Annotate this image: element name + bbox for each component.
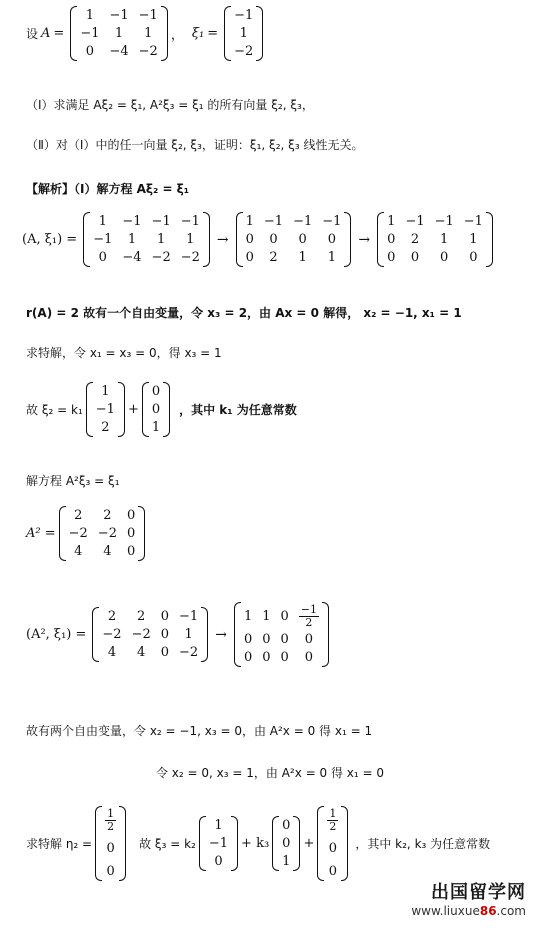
comma: ， [170,28,184,43]
augmented-matrix-2 [236,212,352,267]
matrix-entry: 0 [387,232,396,247]
matrix-entry: 0 [126,526,136,541]
equation-2-text: 解方程 A²ξ₃ = ξ₁ [26,474,120,488]
rank-line-text: r(A) = 2 故有一个自由变量，令 x₃ = 2，由 Ax = 0 解得， x₂ = −1, x₁ = 1 [26,306,462,320]
particular-line-text: 求特解，令 x₁ = x₃ = 0，得 x₃ = 1 [26,346,222,360]
matrix-entry: −1 [208,836,229,852]
equals-sign: = [53,26,65,41]
matrix-entry: −2 [179,645,199,661]
plus-sign: + [127,402,139,417]
matrix-entry: −4 [122,250,142,265]
matrix-entry: 0 [298,232,307,247]
matrix-entry: 1 [85,8,95,23]
augmented-label: (A, ξ₁) = [22,232,78,247]
answer-heading [26,180,540,197]
fraction: $\frac{1}{2}$ [107,807,115,834]
eta-vector: $\frac{1}{2}$ 0 0 [95,806,126,881]
matrix-entry: 0 [126,508,136,523]
matrix-entry: 4 [103,544,112,559]
xi3-vector-2 [272,816,300,871]
matrix-entry: 1 [184,627,193,643]
xi2-prefix: 故 ξ₂ = k₁ [26,403,83,417]
matrix-entry: 1 [151,420,161,435]
matrix-entry: 0 [280,650,289,666]
matrix-entry: −1 [405,214,425,229]
matrix-entry: 0 [245,250,254,265]
matrix-entry: 1 [245,214,254,229]
xi2-suffix: ，其中 k₁ 为任意常数 [179,403,297,417]
matrix-entry: −1 [234,8,254,23]
matrix-entry: −2 [180,250,200,265]
matrix-entry: 0 [304,650,314,666]
free-variables-text-2: 令 x₂ = 0, x₃ = 1，由 A²x = 0 得 x₁ = 0 [155,766,385,780]
matrix-entry: −1 [463,214,483,229]
free-variables-line [26,722,540,739]
plus-sign-2: + [303,836,315,852]
watermark-url: www.liuxue86.com [411,904,526,918]
xi2-vector-1 [86,382,125,437]
matrix-entry: 1 [114,26,124,41]
row-reduction-2 [26,602,540,667]
xi2-vector-2 [142,382,170,437]
equals-sign-2: = [207,26,219,41]
intro-text: 设 [26,27,39,41]
matrix-entry: 1 [327,250,336,265]
matrix-entry: 0 [243,650,253,666]
matrix-entry: −1 [80,26,100,41]
matrix-entry: −1 [151,214,171,229]
matrix-entry: 0 [327,232,336,247]
row-reduction-1 [22,212,540,267]
matrix-entry: −2 [102,627,122,643]
fraction: $\frac{1}{2}$ [329,807,337,834]
eta-prefix: 求特解 η₂ = [26,837,93,852]
matrix-entry: 1 [387,214,396,229]
matrix-entry: −4 [109,44,129,59]
free-variables-text: 故有两个自由变量，令 x₂ = −1, x₃ = 0，由 A²x = 0 得 x₁ = 1 [26,724,373,738]
xi3-suffix: ，其中 k₂, k₃ 为任意常数 [355,837,491,852]
xi2-solution [26,382,540,437]
matrix-entry: 1 [262,609,271,625]
problem-definition [26,6,540,61]
matrix-entry: 0 [262,650,271,666]
matrix-entry: 2 [103,508,112,523]
matrix-entry: 0 [269,232,278,247]
a-squared [26,506,540,561]
matrix-entry: 0 [151,402,161,417]
matrix-entry: 0 [304,632,314,648]
question-1 [26,96,540,113]
matrix-entry: 0 [280,609,289,625]
matrix-entry: −1 [95,402,115,417]
arrow-icon: → [215,626,227,643]
matrix-entry: 1 [440,232,449,247]
matrix-entry: 2 [74,508,83,523]
matrix-entry: 0 [151,384,161,399]
matrix-a [70,6,168,61]
matrix-entry: −1 [122,214,142,229]
xi3-prefix: 故 ξ₃ = k₂ [139,837,196,852]
matrix-entry: 0 [160,627,170,643]
augmented-label-2: (A², ξ₁) = [26,627,87,643]
matrix-entry: 2 [410,232,420,247]
matrix-entry: −2 [131,627,151,643]
matrix-entry: 1 [298,250,307,265]
matrix-entry: 0 [387,250,396,265]
matrix-entry: −1 [434,214,454,229]
matrix-entry: 0 [469,250,478,265]
matrix-entry: 0 [214,854,223,870]
matrix-entry: −2 [151,250,171,265]
xi3-solution [26,806,540,881]
matrix-entry: −1 [93,232,113,247]
augmented-matrix-3 [377,212,493,267]
equation-2-line [26,472,540,489]
augmented-matrix-4 [92,607,208,662]
matrix-entry: 1 [98,214,107,229]
matrix-entry: 0 [282,836,291,852]
matrix-entry: 1 [101,384,110,399]
matrix-entry: 1 [469,232,478,247]
matrix-entry: −2 [234,44,254,59]
matrix-entry: 0 [85,44,95,59]
matrix-entry: 1 [127,232,137,247]
matrix-entry: 2 [101,420,110,435]
question-2 [26,136,540,153]
matrix-entry: −2 [68,526,88,541]
matrix-entry: −1 [109,8,129,23]
fraction: $\frac{-1}{2}$ [300,603,317,630]
matrix-entry: 1 [156,232,166,247]
matrix-entry: 1 [214,818,223,834]
matrix-entry: −1 [293,214,313,229]
matrix-entry: 4 [137,645,146,661]
a-squared-matrix [59,506,146,561]
k3-term: + k₃ [241,836,270,852]
matrix-entry: 1 [144,26,153,41]
question-1-text: （Ⅰ）求满足 Aξ₂ = ξ₁, A²ξ₃ = ξ₁ 的所有向量 ξ₂, ξ₃， [26,98,314,112]
matrix-entry: 1 [186,232,195,247]
matrix-entry: 0 [440,250,449,265]
matrix-entry: 4 [74,544,83,559]
matrix-entry: −1 [180,214,200,229]
matrix-entry: 0 [98,250,107,265]
matrix-entry: −2 [138,44,158,59]
matrix-entry: 2 [107,609,117,625]
matrix-entry: 0 [160,645,170,661]
matrix-entry: −1 [138,8,158,23]
particular-line [26,344,540,361]
matrix-entry: 1 [282,854,291,870]
matrix-entry: 2 [269,250,278,265]
matrix-entry: 0 [410,250,420,265]
xi1-symbol: ξ₁ [191,26,205,41]
a-squared-label: A² = [26,526,56,541]
matrix-entry: −2 [97,526,117,541]
xi3-vector-3: $\frac{1}{2}$ 0 0 [317,806,348,881]
augmented-matrix-5 [234,602,329,667]
arrow-icon: → [216,231,229,248]
matrix-entry: 0 [160,609,170,625]
matrix-entry: 0 [262,632,271,648]
matrix-entry: 1 [239,26,248,41]
rank-line [26,304,540,321]
site-watermark [411,878,526,918]
matrix-entry: −1 [263,214,284,229]
watermark-title: 出国留学网 [431,882,526,903]
augmented-matrix-1 [83,212,210,267]
answer-heading-text: 【解析】（Ⅰ）解方程 Aξ₂ = ξ₁ [26,182,190,196]
matrix-entry: 1 [243,609,253,625]
matrix-entry: −1 [179,609,199,625]
arrow-icon: → [358,231,371,248]
matrix-entry: 0 [280,632,289,648]
matrix-entry: 0 [245,232,254,247]
free-variables-line-2 [0,764,540,781]
matrix-entry: 0 [282,818,291,834]
matrix-entry: −1 [322,214,342,229]
matrix-entry: 0 [243,632,253,648]
xi3-vector-1 [199,816,238,871]
matrix-entry: 2 [137,609,146,625]
vector-xi1 [224,6,263,61]
matrix-entry: 4 [107,645,117,661]
question-2-text: （Ⅱ）对（Ⅰ）中的任一向量 ξ₂, ξ₃，证明：ξ₁, ξ₂, ξ₃ 线性无关。 [26,138,364,152]
matrix-a-symbol: A [41,26,51,41]
matrix-entry: 0 [126,544,136,559]
